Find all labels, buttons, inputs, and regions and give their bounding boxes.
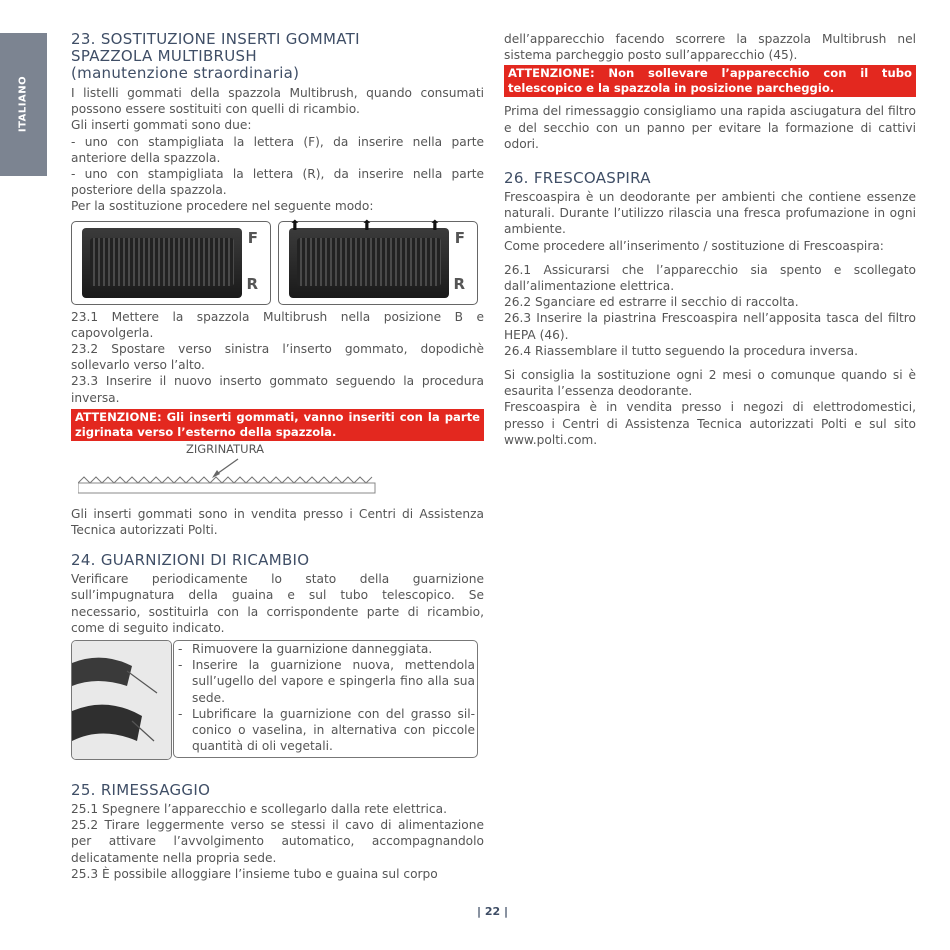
s26-step-3: 26.3 Inserire la piastrina Frescoaspira nell’apposita tasca del filtro HEPA (46).: [504, 311, 916, 342]
page-number: | 22 |: [476, 905, 508, 918]
s23-warning: ATTENZIONE: Gli inserti gommati, vanno inseriti con la parte zigrinata verso l’esterno della spazzola.: [71, 409, 484, 441]
section-26-title: 26. FRESCOASPIRA: [504, 169, 651, 188]
s25-step-3: 25.3 È possibile alloggiare l’insieme tubo e guaina sul corpo: [71, 866, 438, 881]
gasket-steps-box: [173, 640, 478, 758]
s23-intro-4: - uno con stampigliata la lettera (R), da inserire nella parte posteriore della spazzola.: [71, 167, 484, 198]
right-column: [504, 31, 916, 448]
letter-r: R: [246, 274, 258, 293]
s23-intro-5: Per la sostituzione procedere nel seguente modo:: [71, 199, 374, 214]
arrow-up-icon: ⬆: [289, 217, 301, 234]
strip-body: [78, 483, 375, 493]
section-25-title: 25. RIMESSAGGIO: [71, 781, 211, 800]
s23-intro-3: - uno con stampigliata la lettera (F), da inserire nella parte anteriore della spazzola.: [71, 134, 484, 165]
language-tab-label: ITALIANO: [17, 75, 29, 133]
section-24-title: 24. GUARNIZIONI DI RICAMBIO: [71, 551, 310, 570]
s23-intro-1: I listelli gommati della spazzola Multibrush, quando consumati possono essere sostituiti con quelli di ricambio.: [71, 86, 484, 117]
letter-f: F: [454, 228, 465, 247]
zigrinatura-diagram: [71, 441, 484, 496]
brush-photos: [71, 217, 484, 305]
s26-step-1: 26.1 Assicurarsi che l’apparecchio sia spento e scollegato dall’alimentazione elettrica.: [504, 262, 916, 294]
s23-step-3: 23.3 Inserire il nuovo inserto gommato seguendo la procedura inversa.: [71, 374, 484, 405]
arrow-up-icon: ⬆: [429, 217, 441, 234]
gasket-photo: [71, 640, 172, 760]
gasket-step-2: - Inserire la guarnizione nuova, mettendola sull’ugello del vapore e spingerla fino alla sua sede.: [178, 657, 475, 706]
s24-body: Verificare periodicamente lo stato della guarnizione sull’impugnatura della guaina e sul tubo telescopico. Se necessario, sostituirla con la corrispondente parte di ricambio, come di seguito indicato.: [71, 572, 484, 635]
s23-intro-2: Gli inserti gommati sono due:: [71, 118, 252, 133]
brush-image: [82, 228, 242, 298]
s23-step-2: 23.2 Spostare verso sinistra l’inserto gommato, dopodichè sollevarlo verso l’alto.: [71, 342, 484, 373]
s26-step-4: 26.4 Riassemblare il tutto seguendo la procedura inversa.: [504, 343, 858, 358]
brush-photo-before: [71, 221, 271, 305]
brush-photo-after: [278, 217, 478, 305]
s25-after: Prima del rimessaggio consigliamo una rapida asciugatura del filtro e del secchio con un panno per evitare la formazione di cattivi odori.: [504, 104, 916, 151]
s26-step-2: 26.2 Sganciare ed estrarre il secchio di raccolta.: [504, 295, 799, 310]
rubber-strip-diagram: [78, 441, 388, 496]
gasket-image: [72, 641, 172, 760]
s26-intro-1: Frescoaspira è un deodorante per ambienti che contiene essenze naturali. Durante l’utilizzo rilascia una fresca profumazione in ogni ambiente.: [504, 190, 916, 237]
s26-intro-2: Come procedere all’inserimento / sostituzione di Frescoaspira:: [504, 238, 884, 253]
brush-image: [289, 228, 449, 298]
s23-step-1: 23.1 Mettere la spazzola Multibrush nella posizione B e capovolgerla.: [71, 309, 484, 340]
gasket-step-3: - Lubrificare la guarnizione con del grasso sil-conico o vaselina, in alternativa con piccole quantità di oli vegetali.: [178, 706, 475, 755]
arrow-up-icon: ⬆: [361, 217, 373, 234]
left-column: [71, 31, 484, 882]
s23-footer: Gli inserti gommati sono in vendita presso i Centri di Assistenza Tecnica autorizzati Polti.: [71, 506, 484, 538]
section-23-title-line2: SPAZZOLA MULTIBRUSH: [71, 47, 257, 65]
s26-note-2: Frescoaspira è in vendita presso i negozi di elettrodomestici, presso i Centri di Assistenza Tecnica autorizzati Polti e sul sito www.polti.com.: [504, 400, 916, 447]
s25-step-2: 25.2 Tirare leggermente verso se stessi il cavo di alimentazione per attivare l’avvolgimento automatico, accompagnandolo delicatamente nella propria sede.: [71, 818, 484, 865]
serrated-edge: [78, 477, 372, 483]
language-tab: [0, 33, 47, 176]
s25-warning: ATTENZIONE: Non sollevare l’apparecchio con il tubo telescopico e la spazzola in posizione parcheggio.: [504, 65, 916, 97]
s26-note-1: Si consiglia la sostituzione ogni 2 mesi o comunque quando si è esaurita l’essenza deodorante.: [504, 368, 916, 399]
gasket-step-1: - Rimuovere la guarnizione danneggiata.: [178, 641, 475, 657]
letter-r: R: [453, 274, 465, 293]
s25-continued: dell’apparecchio facendo scorrere la spazzola Multibrush nel sistema parcheggio posto sull’apparecchio (45).: [504, 32, 916, 63]
section-23-title-line1: 23. SOSTITUZIONE INSERTI GOMMATI: [71, 30, 360, 48]
zigrinatura-label: ZIGRINATURA: [186, 441, 264, 456]
section-23-subtitle: (manutenzione straordinaria): [71, 64, 300, 82]
s25-step-1: 25.1 Spegnere l’apparecchio e scollegarlo dalla rete elettrica.: [71, 802, 447, 817]
gasket-instructions: [71, 640, 484, 762]
letter-f: F: [247, 228, 258, 247]
